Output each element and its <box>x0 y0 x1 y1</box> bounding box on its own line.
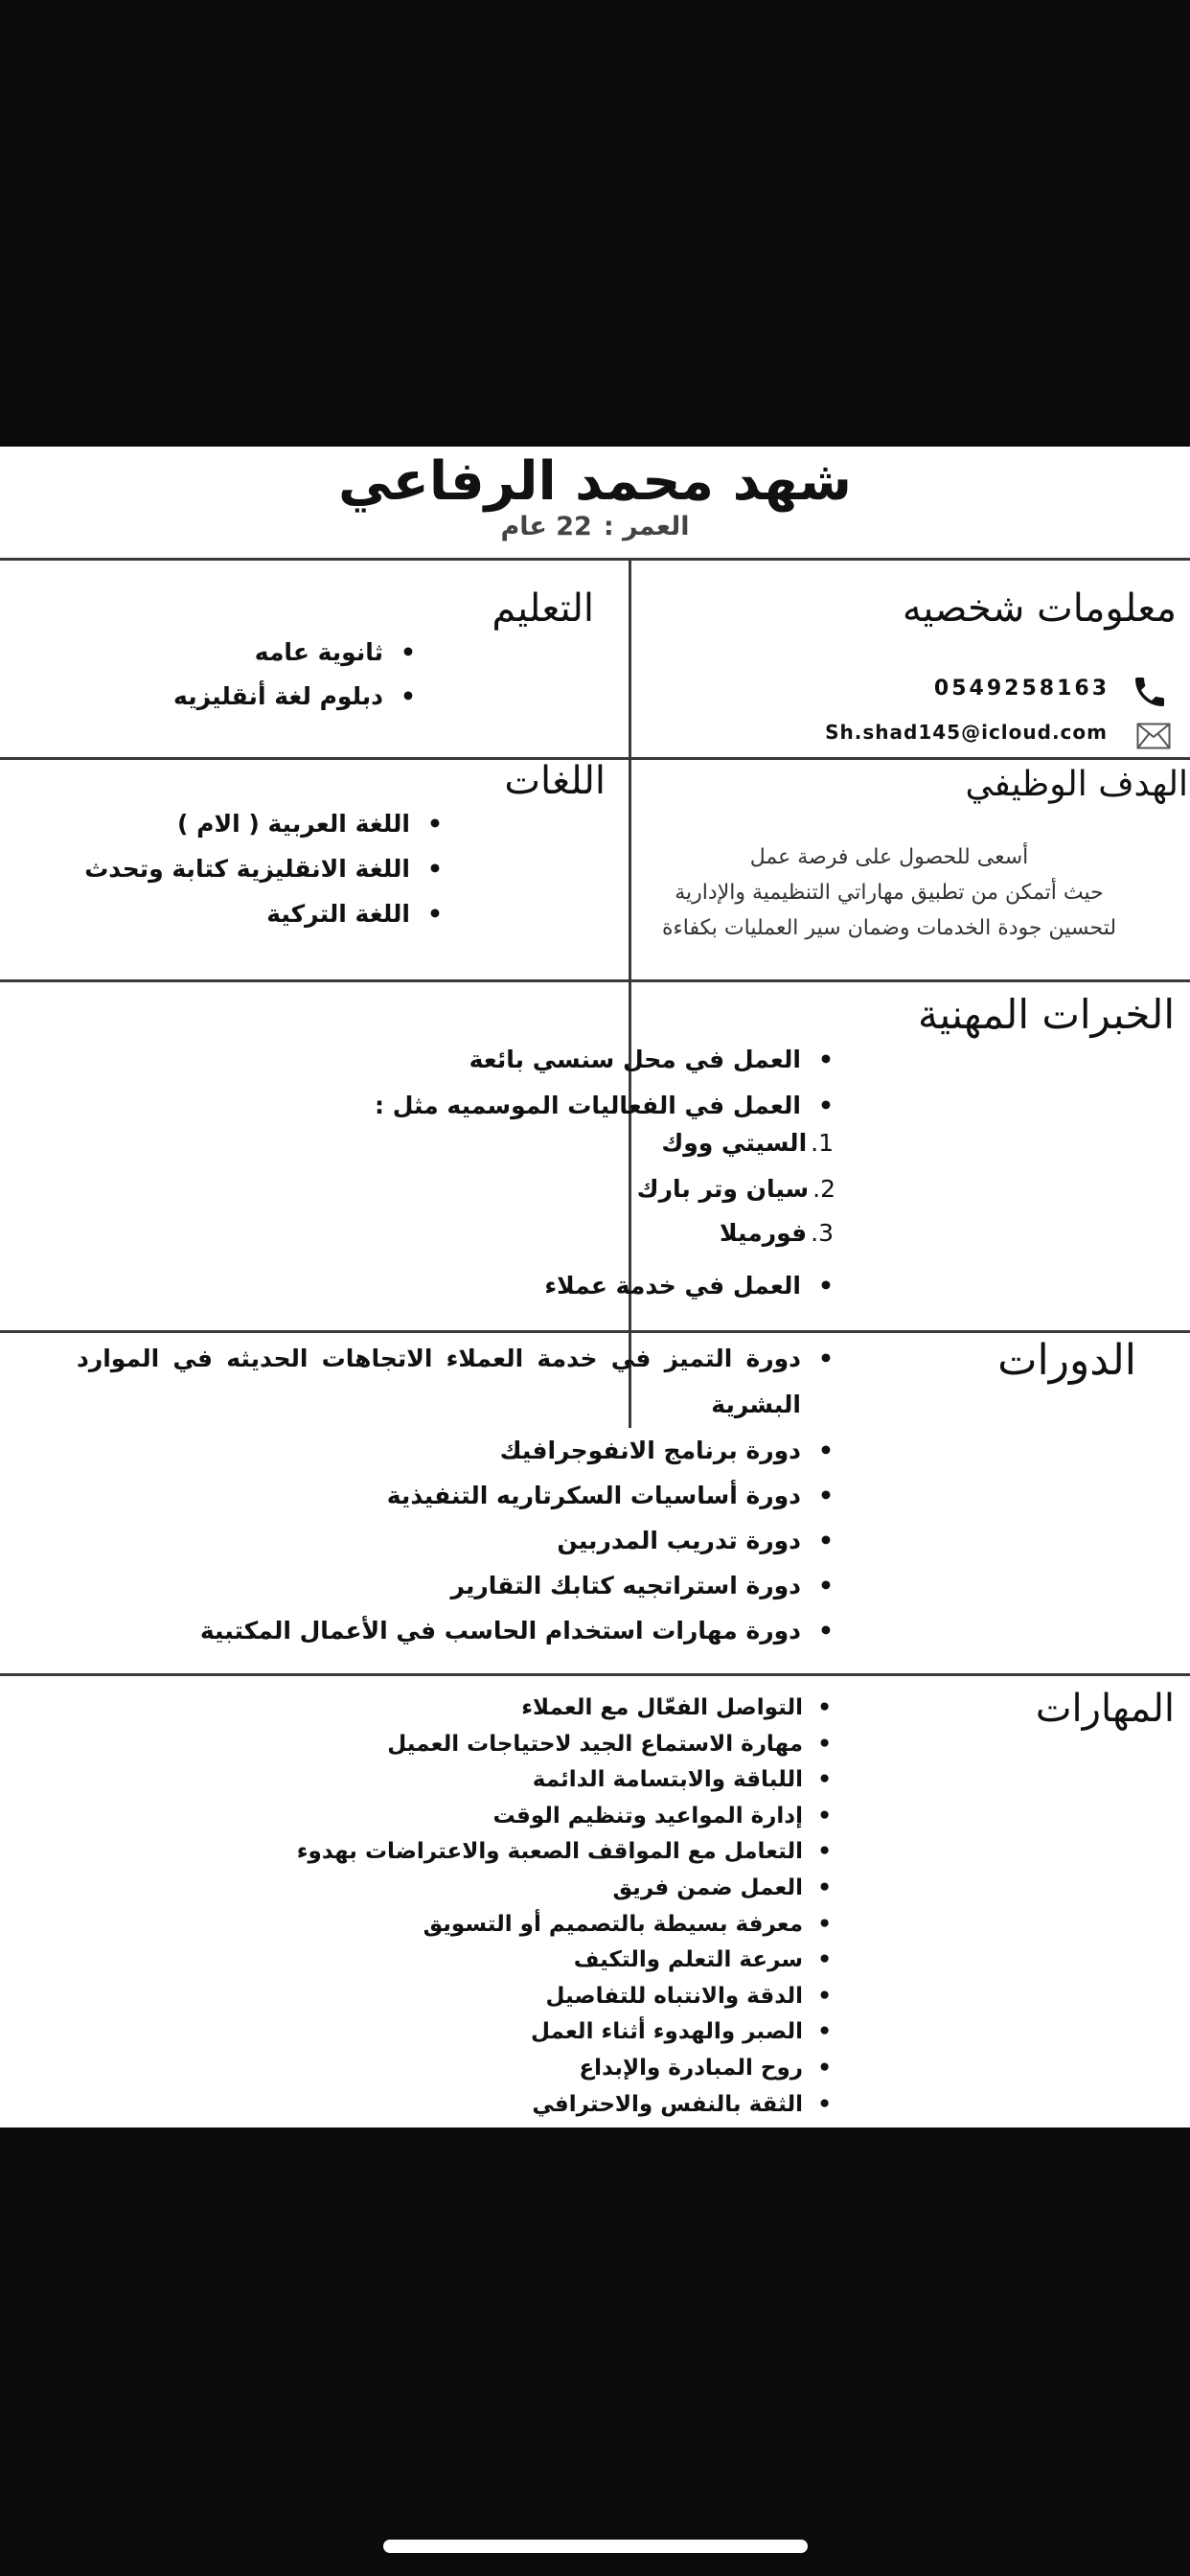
event-item-3: 3.فورميلا <box>720 1219 834 1247</box>
skill-item: • سرعة التعلم والتكيف <box>297 1943 841 1979</box>
divider-courses <box>0 1673 1190 1676</box>
languages-list <box>84 801 452 936</box>
education-list <box>173 631 425 719</box>
course-item: • دورة استراتجيه كتابك التقارير <box>77 1563 843 1608</box>
education-item: • دبلوم لغة أنقليزيه <box>173 675 425 719</box>
resume-document <box>0 447 1190 2128</box>
experience-item: • العمل في خدمة عملاء <box>544 1263 843 1309</box>
personal-info-title: معلومات شخصيه <box>902 586 1177 631</box>
skill-item: • اللباقة والابتسامة الدائمة <box>297 1762 841 1799</box>
course-item: • دورة التميز في خدمة العملاء الاتجاهات الحديثه في الموارد البشرية <box>77 1336 843 1428</box>
language-item: • اللغة التركية <box>84 891 452 936</box>
course-item: • دورة أساسيات السكرتاريه التنفيذية <box>77 1473 843 1518</box>
objective-line: حيث أتمكن من تطبيق مهاراتي التنظيمية والإدارية <box>675 881 1104 905</box>
event-item-2: 2.سيان وتر بارك <box>636 1175 835 1203</box>
education-title: التعليم <box>492 586 594 631</box>
skill-item: • إدارة المواعيد وتنظيم الوقت <box>297 1799 841 1835</box>
phone-number[interactable]: 0549258163 <box>933 677 1110 701</box>
experience-title: الخبرات المهنية <box>918 991 1175 1038</box>
age-label: العمر : <box>603 512 690 541</box>
courses-list <box>77 1336 843 1653</box>
skill-item: • التعامل مع المواقف الصعبة والاعتراضات بهدوء <box>297 1834 841 1871</box>
skill-item: • الصبر والهدوء أثناء العمل <box>297 2014 841 2051</box>
objective-line: أسعى للحصول على فرصة عمل <box>749 845 1029 869</box>
objective-title: الهدف الوظيفي <box>965 765 1188 804</box>
education-item: • ثانوية عامه <box>173 631 425 675</box>
languages-title: اللغات <box>504 759 606 803</box>
objective-text <box>621 840 1157 946</box>
course-item: • دورة مهارات استخدام الحاسب في الأعمال المكتبية <box>77 1608 843 1653</box>
phone-icon <box>1131 673 1169 711</box>
skills-list <box>297 1690 841 2123</box>
skill-item: • معرفة بسيطة بالتصميم أو التسويق <box>297 1907 841 1944</box>
skill-item: • التواصل الفعّال مع العملاء <box>297 1690 841 1727</box>
age-line <box>0 512 1190 541</box>
skill-item: • العمل ضمن فريق <box>297 1871 841 1907</box>
divider-experience <box>0 1330 1190 1333</box>
age-value: 22 عام <box>500 512 592 541</box>
experience-item: • العمل في الفعاليات الموسميه مثل : <box>375 1083 843 1129</box>
resume-name: شهد محمد الرفاعي <box>338 450 852 513</box>
skill-item: • الثقة بالنفس والاحترافي <box>297 2087 841 2124</box>
experience-list <box>375 1037 843 1129</box>
envelope-icon <box>1136 723 1171 749</box>
skill-item: • الدقة والانتباه للتفاصيل <box>297 1979 841 2015</box>
divider-row2 <box>0 979 1190 982</box>
language-item: • اللغة الانقليزية كتابة وتحدث <box>84 846 452 891</box>
course-item: • دورة تدريب المدربين <box>77 1518 843 1563</box>
courses-title: الدورات <box>997 1336 1136 1385</box>
experience-list-cont <box>544 1263 843 1309</box>
language-item: • اللغة العربية ( الام ) <box>84 801 452 846</box>
event-item-1: 1.السيتي ووك <box>661 1129 834 1157</box>
divider-header <box>0 558 1190 561</box>
course-item: • دورة برنامج الانفوجرافيك <box>77 1428 843 1473</box>
home-indicator[interactable] <box>383 2540 808 2553</box>
skills-title: المهارات <box>1035 1687 1175 1731</box>
objective-line: لتحسين جودة الخدمات وضمان سير العمليات بكفاءة <box>661 916 1117 940</box>
email-address[interactable]: Sh.shad145@icloud.com <box>825 721 1108 744</box>
experience-item: • العمل في محل سنسي بائعة <box>375 1037 843 1083</box>
skill-item: • روح المبادرة والإبداع <box>297 2051 841 2087</box>
skill-item: • مهارة الاستماع الجيد لاحتياجات العميل <box>297 1727 841 1763</box>
